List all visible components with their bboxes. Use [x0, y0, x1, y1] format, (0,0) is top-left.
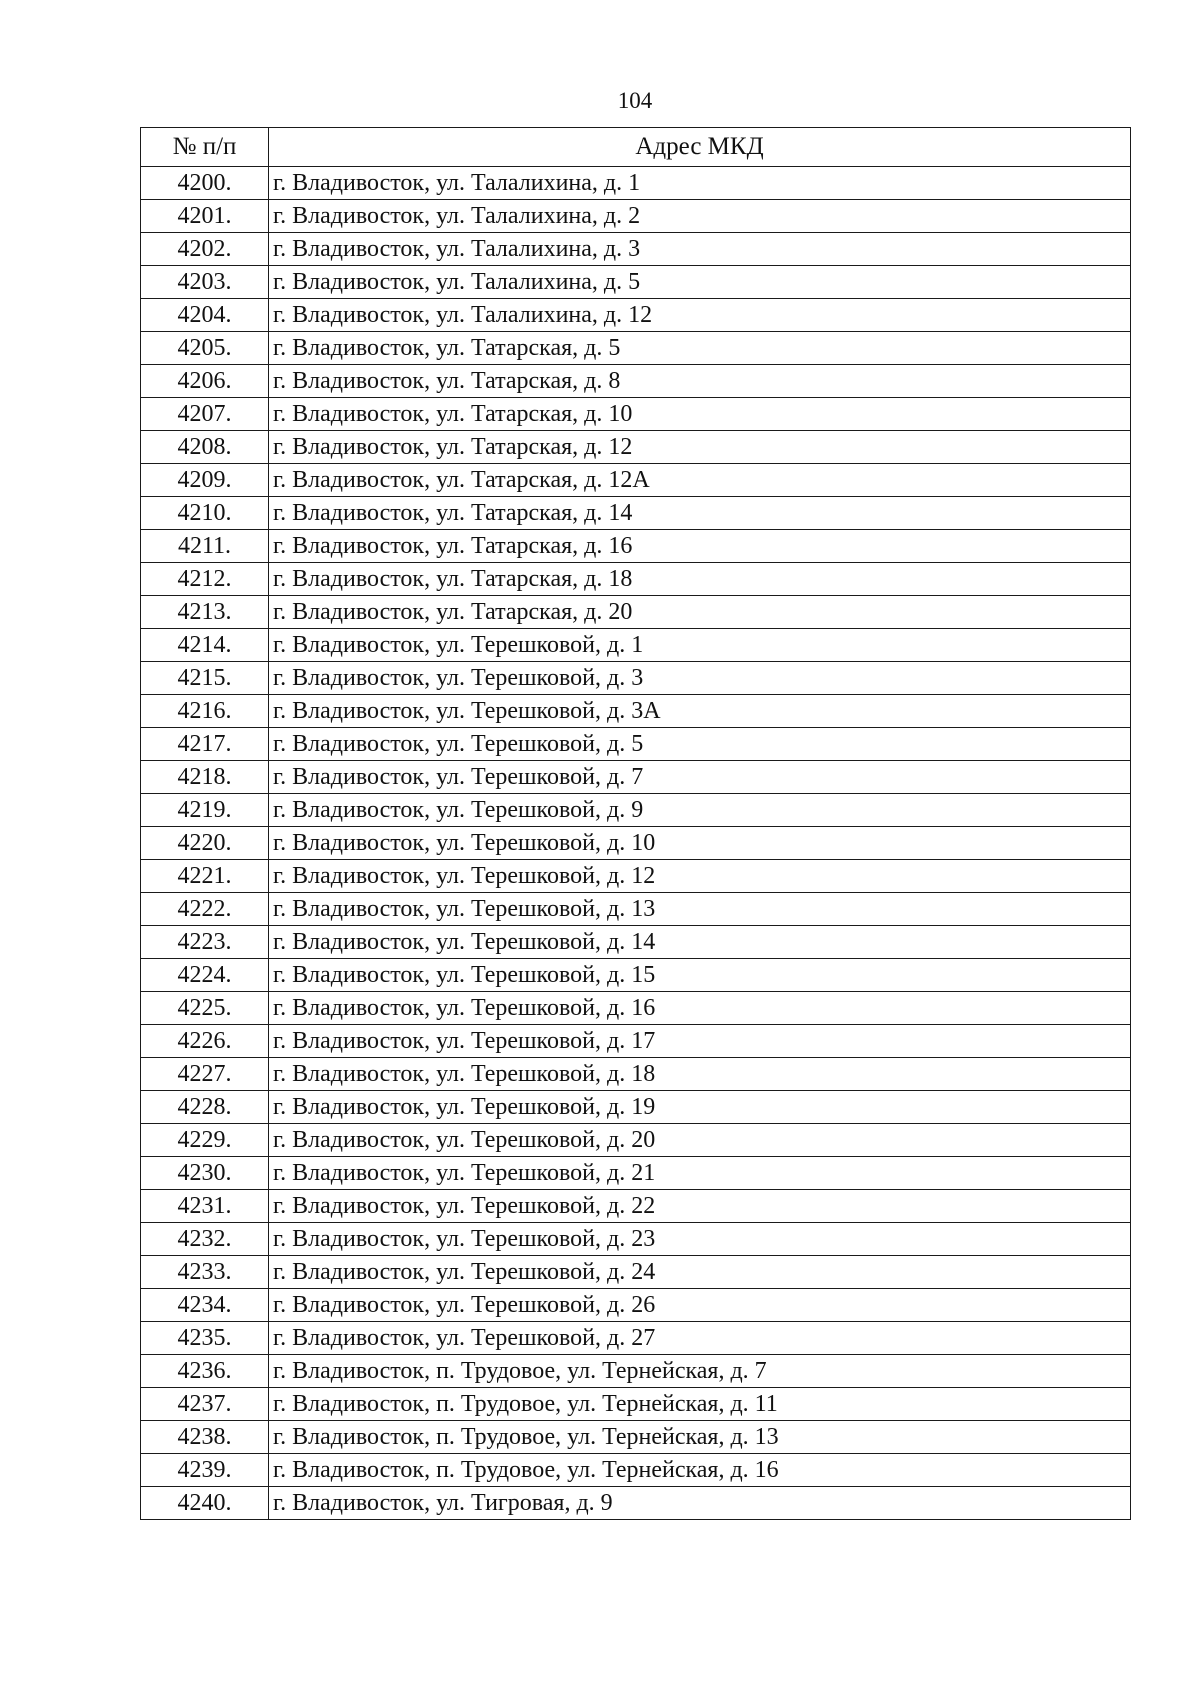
row-number: 4228.: [141, 1091, 269, 1124]
row-number: 4215.: [141, 662, 269, 695]
row-number: 4231.: [141, 1190, 269, 1223]
row-number: 4203.: [141, 266, 269, 299]
row-address: г. Владивосток, ул. Терешковой, д. 9: [269, 794, 1131, 827]
row-address: г. Владивосток, п. Трудовое, ул. Тернейская, д. 7: [269, 1355, 1131, 1388]
row-number: 4205.: [141, 332, 269, 365]
table-row: [141, 1421, 1131, 1454]
row-number: 4226.: [141, 1025, 269, 1058]
row-number: 4232.: [141, 1223, 269, 1256]
row-address: г. Владивосток, п. Трудовое, ул. Тернейская, д. 13: [269, 1421, 1131, 1454]
table-row: [141, 662, 1131, 695]
row-address: г. Владивосток, п. Трудовое, ул. Тернейская, д. 11: [269, 1388, 1131, 1421]
page-number: 104: [617, 88, 653, 113]
row-address: г. Владивосток, ул. Терешковой, д. 3: [269, 662, 1131, 695]
row-number: 4220.: [141, 827, 269, 860]
table-row: [141, 299, 1131, 332]
table-row: [141, 992, 1131, 1025]
row-address: г. Владивосток, ул. Талалихина, д. 5: [269, 266, 1131, 299]
row-number: 4201.: [141, 200, 269, 233]
header-number: № п/п: [141, 128, 269, 167]
row-number: 4236.: [141, 1355, 269, 1388]
table-row: [141, 1025, 1131, 1058]
table-row: [141, 1157, 1131, 1190]
row-number: 4218.: [141, 761, 269, 794]
table-row: [141, 1322, 1131, 1355]
table-row: [141, 365, 1131, 398]
table-row: [141, 893, 1131, 926]
row-number: 4230.: [141, 1157, 269, 1190]
table-row: [141, 1487, 1131, 1520]
row-number: 4225.: [141, 992, 269, 1025]
row-address: г. Владивосток, ул. Талалихина, д. 12: [269, 299, 1131, 332]
row-number: 4234.: [141, 1289, 269, 1322]
row-number: 4219.: [141, 794, 269, 827]
row-address: г. Владивосток, ул. Терешковой, д. 15: [269, 959, 1131, 992]
table-row: [141, 563, 1131, 596]
row-address: г. Владивосток, ул. Терешковой, д. 22: [269, 1190, 1131, 1223]
row-address: г. Владивосток, ул. Терешковой, д. 1: [269, 629, 1131, 662]
row-address: г. Владивосток, ул. Татарская, д. 10: [269, 398, 1131, 431]
row-address: г. Владивосток, ул. Татарская, д. 8: [269, 365, 1131, 398]
table-row: [141, 200, 1131, 233]
table-row: [141, 761, 1131, 794]
row-number: 4221.: [141, 860, 269, 893]
row-address: г. Владивосток, ул. Талалихина, д. 2: [269, 200, 1131, 233]
row-address: г. Владивосток, ул. Терешковой, д. 21: [269, 1157, 1131, 1190]
row-number: 4200.: [141, 167, 269, 200]
row-number: 4227.: [141, 1058, 269, 1091]
row-address: г. Владивосток, ул. Терешковой, д. 10: [269, 827, 1131, 860]
row-address: г. Владивосток, ул. Тигровая, д. 9: [269, 1487, 1131, 1520]
table-row: [141, 464, 1131, 497]
table-row: [141, 1388, 1131, 1421]
table-row: [141, 794, 1131, 827]
table-row: [141, 695, 1131, 728]
row-address: г. Владивосток, ул. Татарская, д. 12: [269, 431, 1131, 464]
row-address: г. Владивосток, ул. Талалихина, д. 3: [269, 233, 1131, 266]
row-number: 4239.: [141, 1454, 269, 1487]
row-address: г. Владивосток, ул. Терешковой, д. 23: [269, 1223, 1131, 1256]
row-number: 4237.: [141, 1388, 269, 1421]
row-number: 4214.: [141, 629, 269, 662]
row-address: г. Владивосток, ул. Терешковой, д. 17: [269, 1025, 1131, 1058]
table-row: [141, 1289, 1131, 1322]
table-row: [141, 1223, 1131, 1256]
row-address: г. Владивосток, ул. Терешковой, д. 12: [269, 860, 1131, 893]
row-number: 4216.: [141, 695, 269, 728]
table-row: [141, 1058, 1131, 1091]
row-number: 4206.: [141, 365, 269, 398]
row-address: г. Владивосток, ул. Терешковой, д. 19: [269, 1091, 1131, 1124]
table-row: [141, 959, 1131, 992]
table-row: [141, 167, 1131, 200]
row-number: 4238.: [141, 1421, 269, 1454]
header-address: Адрес МКД: [269, 128, 1131, 167]
table-row: [141, 1190, 1131, 1223]
row-address: г. Владивосток, ул. Татарская, д. 14: [269, 497, 1131, 530]
table-row: [141, 1256, 1131, 1289]
table-header: [141, 128, 1131, 167]
row-number: 4224.: [141, 959, 269, 992]
row-address: г. Владивосток, ул. Татарская, д. 20: [269, 596, 1131, 629]
row-number: 4240.: [141, 1487, 269, 1520]
table-row: [141, 497, 1131, 530]
address-table: [140, 127, 1131, 1520]
row-address: г. Владивосток, ул. Терешковой, д. 26: [269, 1289, 1131, 1322]
row-number: 4210.: [141, 497, 269, 530]
row-number: 4208.: [141, 431, 269, 464]
row-number: 4235.: [141, 1322, 269, 1355]
row-address: г. Владивосток, ул. Терешковой, д. 13: [269, 893, 1131, 926]
row-number: 4212.: [141, 563, 269, 596]
table-row: [141, 332, 1131, 365]
table-row: [141, 1454, 1131, 1487]
row-number: 4211.: [141, 530, 269, 563]
row-number: 4213.: [141, 596, 269, 629]
table-row: [141, 398, 1131, 431]
row-address: г. Владивосток, ул. Терешковой, д. 5: [269, 728, 1131, 761]
table-row: [141, 530, 1131, 563]
table-row: [141, 827, 1131, 860]
table-row: [141, 926, 1131, 959]
row-address: г. Владивосток, ул. Терешковой, д. 20: [269, 1124, 1131, 1157]
row-number: 4202.: [141, 233, 269, 266]
row-address: г. Владивосток, ул. Татарская, д. 16: [269, 530, 1131, 563]
table-row: [141, 431, 1131, 464]
header-row: [141, 128, 1131, 167]
row-number: 4209.: [141, 464, 269, 497]
row-number: 4217.: [141, 728, 269, 761]
table-row: [141, 1355, 1131, 1388]
row-address: г. Владивосток, ул. Терешковой, д. 14: [269, 926, 1131, 959]
row-number: 4222.: [141, 893, 269, 926]
table-row: [141, 233, 1131, 266]
table-row: [141, 266, 1131, 299]
row-number: 4207.: [141, 398, 269, 431]
row-address: г. Владивосток, ул. Терешковой, д. 18: [269, 1058, 1131, 1091]
table-row: [141, 1124, 1131, 1157]
table-row: [141, 728, 1131, 761]
table-row: [141, 596, 1131, 629]
row-address: г. Владивосток, ул. Татарская, д. 12А: [269, 464, 1131, 497]
row-address: г. Владивосток, ул. Татарская, д. 5: [269, 332, 1131, 365]
row-number: 4229.: [141, 1124, 269, 1157]
table-row: [141, 860, 1131, 893]
table-body: [141, 167, 1131, 1520]
row-address: г. Владивосток, ул. Терешковой, д. 7: [269, 761, 1131, 794]
row-address: г. Владивосток, ул. Терешковой, д. 27: [269, 1322, 1131, 1355]
row-address: г. Владивосток, ул. Талалихина, д. 1: [269, 167, 1131, 200]
row-number: 4223.: [141, 926, 269, 959]
table-row: [141, 1091, 1131, 1124]
row-address: г. Владивосток, ул. Терешковой, д. 3А: [269, 695, 1131, 728]
row-number: 4204.: [141, 299, 269, 332]
row-address: г. Владивосток, п. Трудовое, ул. Тернейская, д. 16: [269, 1454, 1131, 1487]
row-number: 4233.: [141, 1256, 269, 1289]
row-address: г. Владивосток, ул. Терешковой, д. 16: [269, 992, 1131, 1025]
table-row: [141, 629, 1131, 662]
row-address: г. Владивосток, ул. Терешковой, д. 24: [269, 1256, 1131, 1289]
row-address: г. Владивосток, ул. Татарская, д. 18: [269, 563, 1131, 596]
